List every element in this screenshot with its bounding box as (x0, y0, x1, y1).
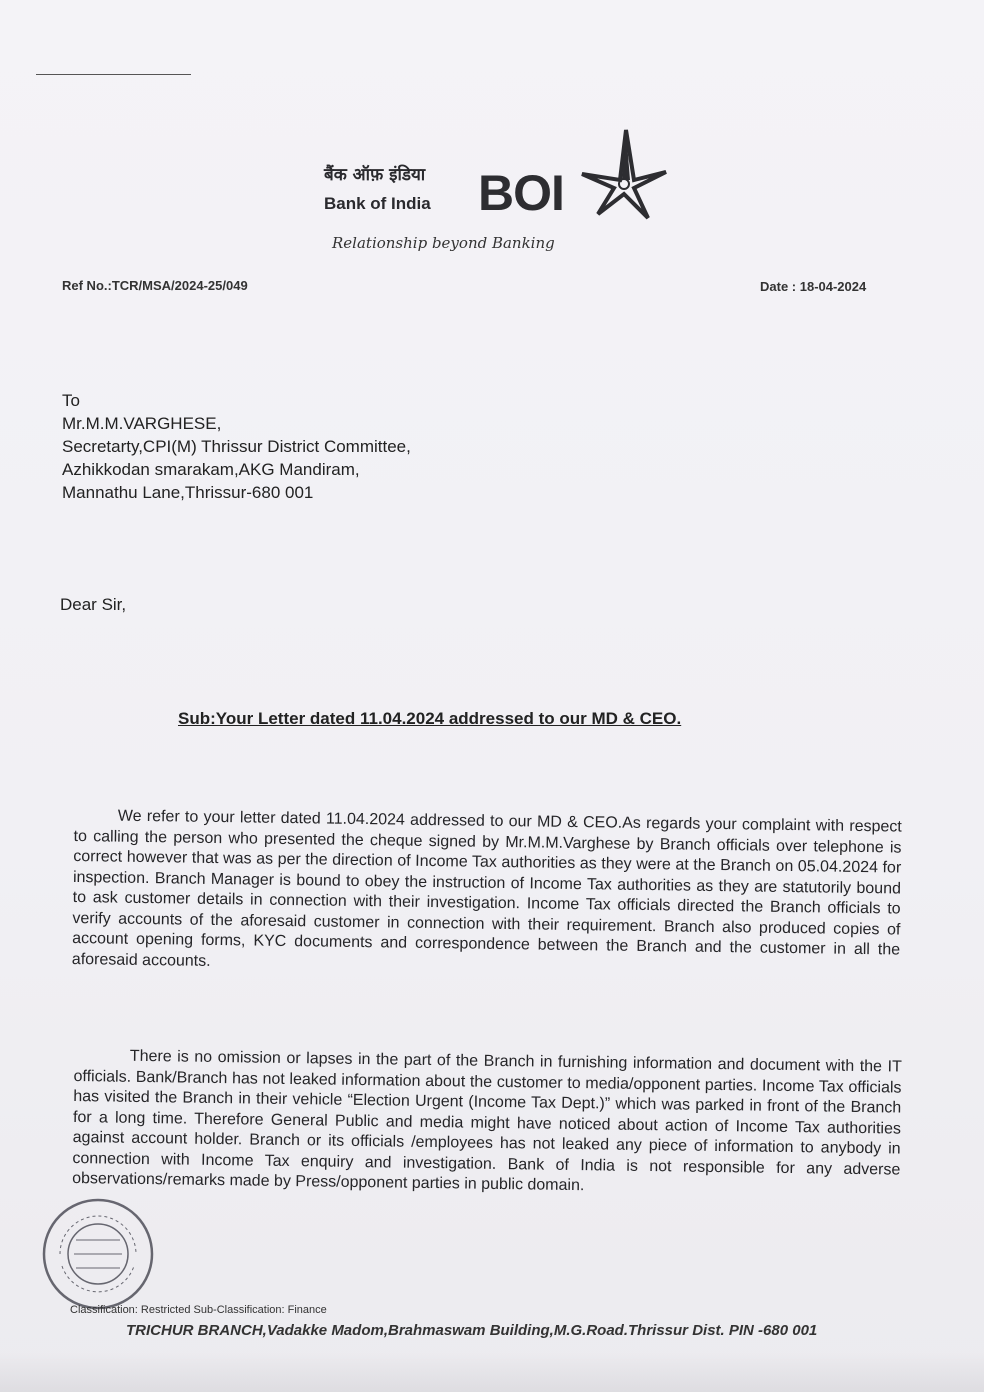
page-shadow (0, 1352, 984, 1392)
salutation: Dear Sir, (60, 595, 127, 614)
bank-logo (322, 158, 682, 238)
classification-label: Classification: Restricted Sub-Classification: Finance (70, 1304, 327, 1316)
address-line: Mr.M.M.VARGHESE, (62, 414, 222, 433)
logo-abbreviation: BOI (478, 165, 564, 221)
body-paragraph: We refer to your letter dated 11.04.2024 addressed to our MD & CEO.As regards your complaint with respect to calling the person who presented the cheque signed by Mr.M.M.Varghese by Branch officials over telephone is correct however that was as per the direction of Income Tax authorities as they were at the Branch on 05.04.2024 for inspection. Branch Manager is bound to obey the instruction of Income Tax authorities as they are statutorily bound to ask customer details in connection with their investigation. Income Tax officials directed the Branch officials to verify accounts of the aforesaid customer in connection with their requirement. Branch also produced copies of account opening forms, KYC documents and correspondence between the Branch and the customer in all the aforesaid accounts. (71, 807, 902, 970)
bank-tagline: Relationship beyond Banking (332, 234, 555, 252)
address-line: Secretarty,CPI(M) Thrissur District Committee, (62, 437, 411, 456)
logo-english-name: Bank of India (324, 194, 431, 213)
letter-date: Date : 18-04-2024 (760, 279, 867, 294)
reference-number: Ref No.:TCR/MSA/2024-25/049 (62, 278, 248, 293)
branch-footer: TRICHUR BRANCH,Vadakke Madom,Brahmaswam Building,M.G.Road.Thrissur Dist. PIN -680 001 (126, 1322, 818, 1339)
recipient-address (62, 389, 411, 504)
star-logo-icon (578, 128, 668, 220)
address-line: Azhikkodan smarakam,AKG Mandiram, (62, 460, 360, 479)
branch-seal-stamp (40, 1196, 156, 1312)
address-line: Mannathu Lane,Thrissur-680 001 (62, 483, 314, 502)
body-paragraph: There is no omission or lapses in the part of the Branch in furnishing information and document with the IT officials. Bank/Branch has not leaked information about the customer to media/opponent parties. Income Tax officials has visited the Branch in their vehicle “Election Urgent (Income Tax Dept.)” which was parked in front of the Branch for a long time. Therefore General Public and media might have noticed about action of Income Tax authorities against account holder. Branch or its officials /employees has not leaked any piece of information to anybody in connection with Income Tax enquiry and investigation. Bank of India is not responsible for any adverse observations/remarks made by Press/opponent parties in public domain. (72, 1047, 902, 1195)
address-line: To (62, 391, 80, 410)
logo-hindi-name: बैंक ऑफ़ इंडिया (324, 165, 426, 185)
subject-line: Sub:Your Letter dated 11.04.2024 addressed to our MD & CEO. (178, 709, 682, 728)
top-divider (36, 74, 191, 75)
